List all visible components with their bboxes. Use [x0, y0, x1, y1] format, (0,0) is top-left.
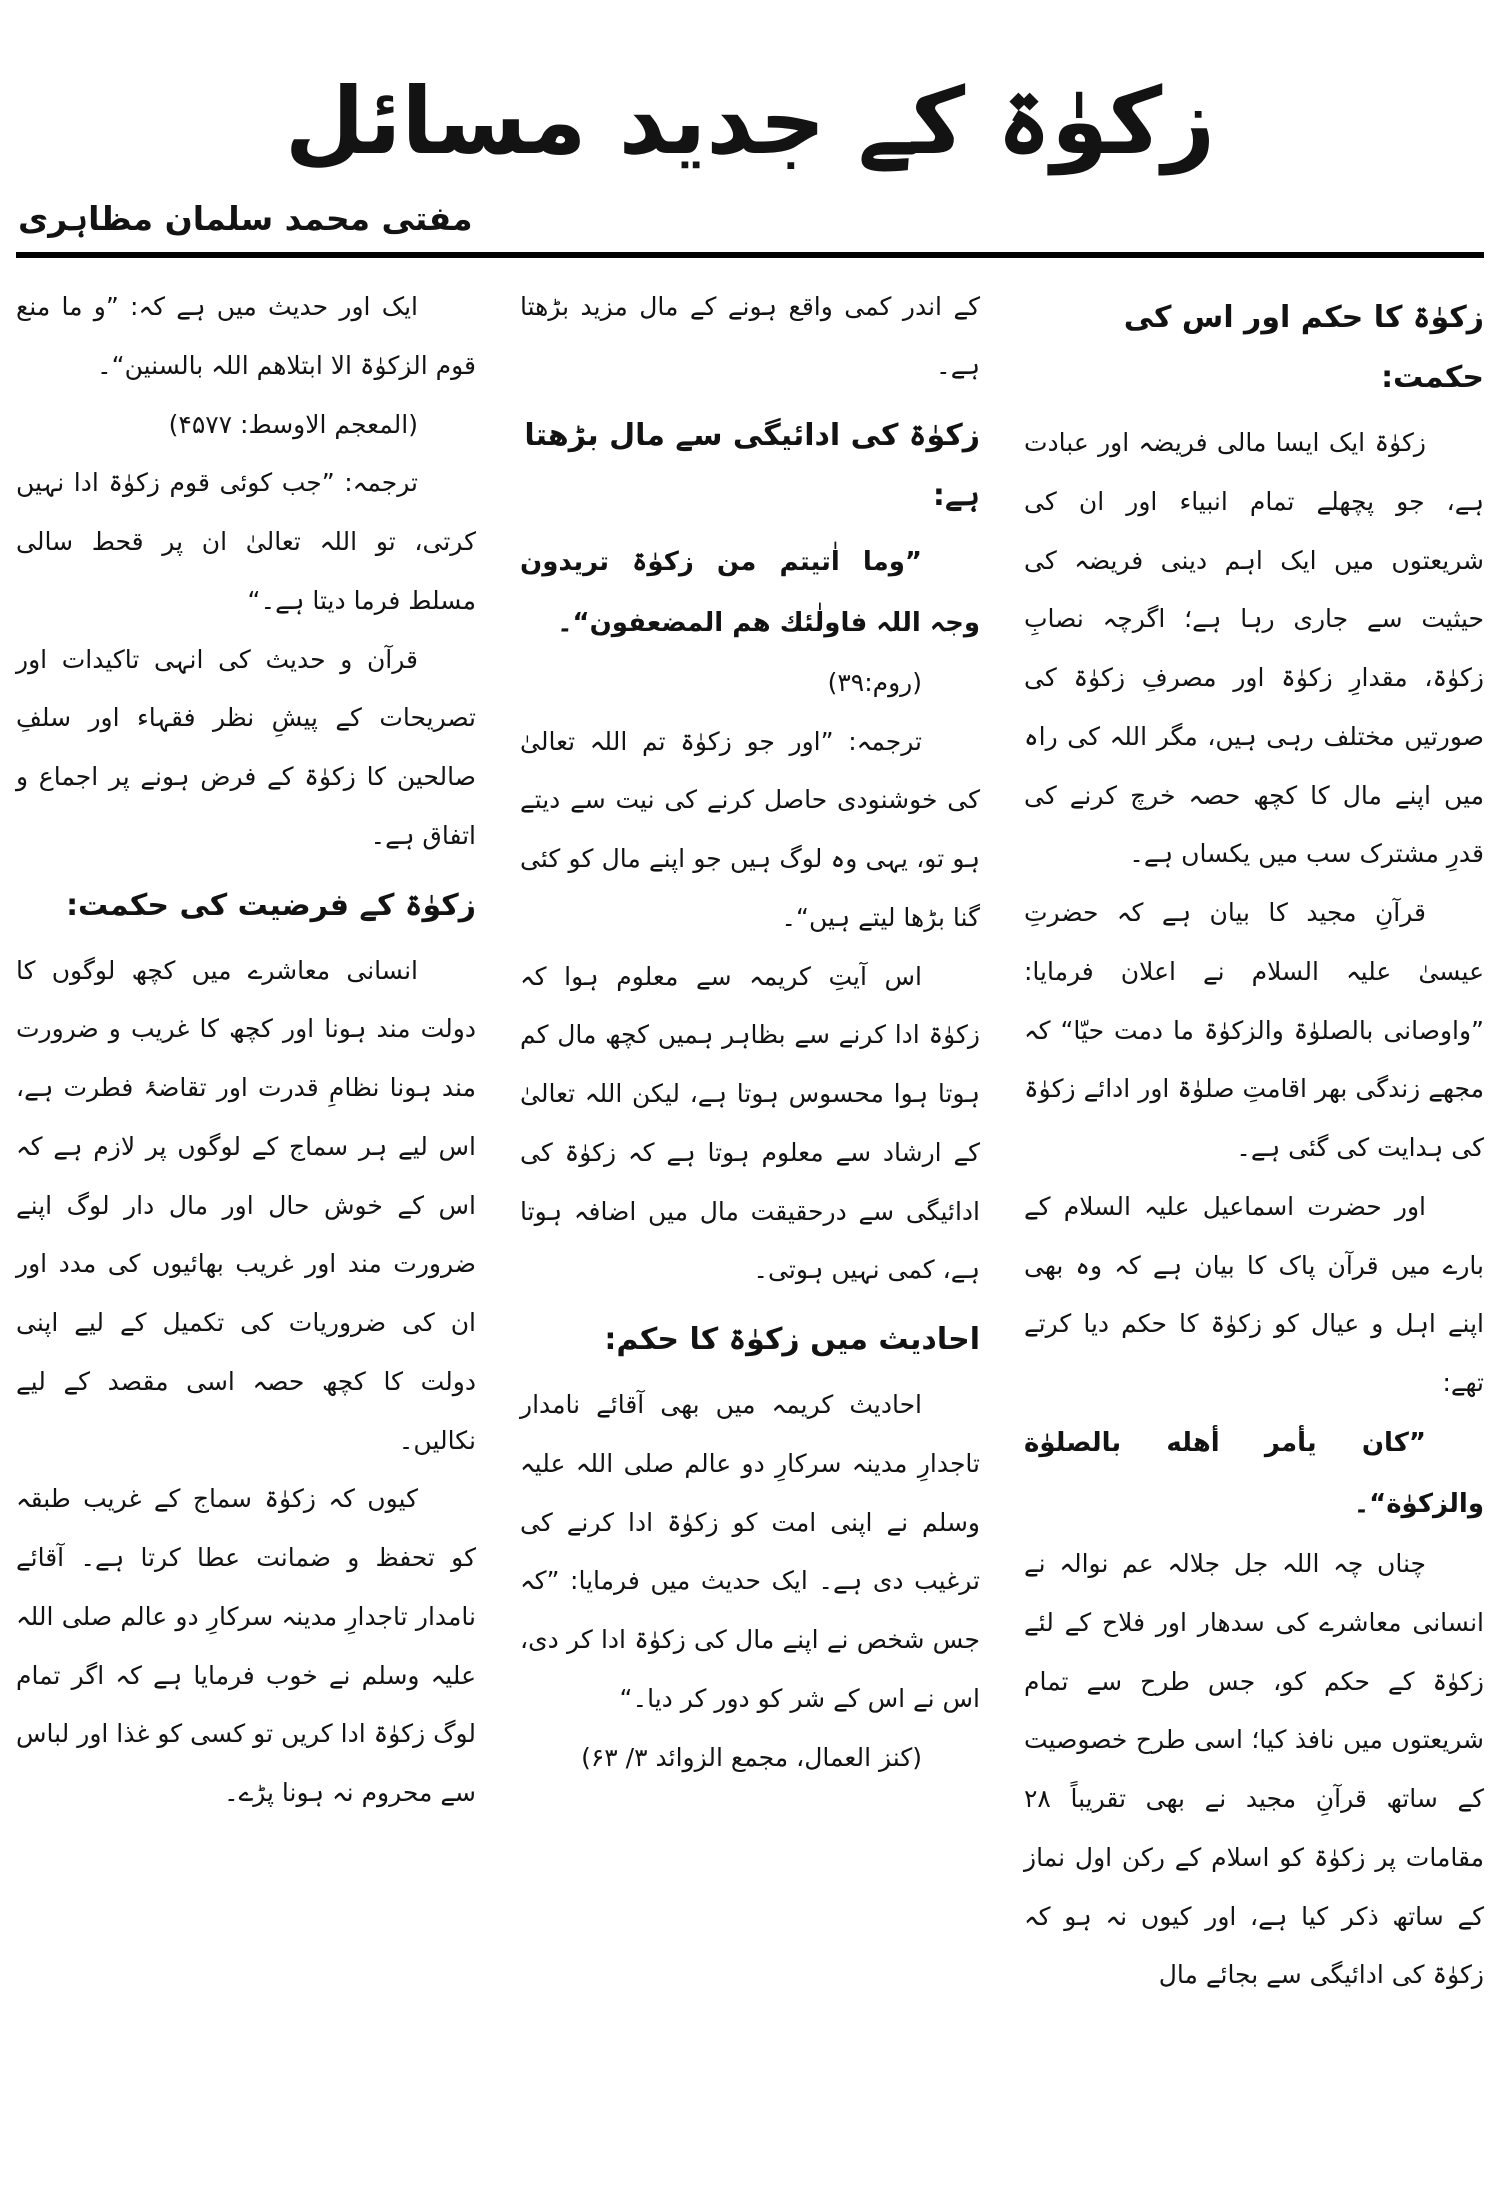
paragraph: اس آیتِ کریمہ سے معلوم ہوا کہ زکوٰۃ ادا کرنے سے بظاہر ہمیں کچھ مال کم ہوتا ہوا محسوس ہوتا ہے، لیکن اللہ تعالیٰ کے ارشاد سے معلوم ہوتا ہے کہ زکوٰۃ کی ادائیگی سے درحقیقت مال میں اضافہ ہوتا ہے، کمی نہیں ہوتی۔ — [520, 961, 980, 1285]
section-heading: زکوٰۃ کی ادائیگی سے مال بڑھتا ہے: — [524, 417, 980, 513]
paragraph: ایک اور حدیث میں ہے کہ: ”و ما منع قوم الزکوٰۃ الا ابتلاهم اللہ بالسنین“۔ — [16, 292, 476, 380]
reference: (المعجم الاوسط: ۴۵۷۷) — [168, 409, 418, 439]
section-heading: زکوٰۃ کا حکم اور اس کی حکمت: — [1123, 300, 1484, 396]
paragraph: احادیث کریمہ میں بھی آقائے نامدار تاجدارِ مدینہ سرکارِ دو عالم صلی اللہ علیہ وسلم نے اپنی امت کو زکوٰۃ ادا کرنے کی ترغیب دی ہے۔ ایک حدیث میں فرمایا: ”کہ جس شخص نے اپنے مال کی زکوٰۃ ادا کر دی، اس نے اس کے شر کو دور کر دیا۔“ — [520, 1390, 980, 1713]
paragraph: کیوں کہ زکوٰۃ سماج کے غریب طبقہ کو تحفظ و ضمانت عطا کرتا ہے۔ آقائے نامدار تاجدارِ مدینہ سرکارِ دو عالم صلی اللہ علیہ وسلم نے خوب فرمایا ہے کہ اگر تمام لوگ زکوٰۃ ادا کریں تو کسی کو غذا اور لباس سے محروم نہ ہونا پڑے۔ — [16, 1484, 476, 1808]
reference: (روم:۳۹) — [827, 667, 922, 697]
masthead — [16, 0, 1484, 195]
column-middle — [520, 278, 980, 1787]
section-heading: زکوٰۃ کے فرضیت کی حکمت: — [66, 887, 476, 923]
section-heading: احادیث میں زکوٰۃ کا حکم: — [604, 1322, 980, 1358]
byline-row — [16, 199, 1484, 252]
paragraph: ترجمہ: ”اور جو زکوٰۃ تم اللہ تعالیٰ کی خوشنودی حاصل کرنے کی نیت سے دیتے ہو تو، یہی وہ لوگ ہیں جو اپنے مال کو کئی گنا بڑھا لیتے ہیں“۔ — [520, 726, 980, 932]
author-name: مفتی محمد سلمان مظاہری — [18, 199, 473, 239]
paragraph: انسانی معاشرے میں کچھ لوگوں کا دولت مند ہونا اور کچھ کا غریب و ضرورت مند ہونا نظامِ قدرت اور تقاضۂ فطرت ہے، اس لیے ہر سماج کے لوگوں پر لازم ہے کہ اس کے خوش حال اور مال دار لوگ اپنے ضرورت مند اور غریب بھائیوں کی مدد اور ان کی ضروریات کی تکمیل کے لیے اپنی دولت کا کچھ حصہ اسی مقصد کے لیے نکالیں۔ — [16, 955, 476, 1455]
paragraph: اور حضرت اسماعیل علیہ السلام کے بارے میں قرآن پاک کا بیان ہے کہ وہ بھی اپنے اہل و عیال کو زکوٰۃ کا حکم دیا کرتے تھے: — [1024, 1191, 1484, 1398]
arabic-quote: ”کان یأمر أهله بالصلوٰة والزکوٰة“۔ — [1024, 1427, 1484, 1520]
arabic-quote: ”وما اٰتیتم من زکوٰۃ تریدون وجہ اللہ فاولٰئك هم المضعفون“۔ — [520, 546, 980, 638]
paragraph: زکوٰۃ ایک ایسا مالی فریضہ اور عبادت ہے، جو پچھلے تمام انبیاء اور ان کی شریعتوں میں ایک اہم دینی فریضہ کی حیثیت سے جاری رہا ہے؛ اگرچہ نصابِ زکوٰۃ، مقدارِ زکوٰۃ اور مصرفِ زکوٰۃ کی صورتیں مختلف رہی ہیں، مگر اللہ کی راہ میں اپنے مال کا کچھ حصہ خرچ کرنے کی قدرِ مشترک سب میں یکساں ہے۔ — [1024, 428, 1484, 869]
page-title: زکوٰۃ کے جدید مسائل — [284, 68, 1216, 175]
article-columns — [16, 258, 1484, 2005]
column-left — [16, 278, 476, 1823]
paragraph: قرآنِ مجید کا بیان ہے کہ حضرتِ عیسیٰ علیہ السلام نے اعلان فرمایا: ”واوصانی بالصلوٰۃ والزکوٰۃ ما دمت حیّا“ کہ مجھے زندگی بھر اقامتِ صلوٰۃ اور ادائے زکوٰۃ کی ہدایت کی گئی ہے۔ — [1024, 898, 1484, 1163]
paragraph: ترجمہ: ”جب کوئی قوم زکوٰۃ ادا نہیں کرتی، تو اللہ تعالیٰ ان پر قحط سالی مسلط فرما دیتا ہے۔“ — [16, 468, 476, 615]
paragraph: قرآن و حدیث کی انہی تاکیدات اور تصریحات کے پیشِ نظر فقہاء اور سلفِ صالحین کا زکوٰۃ کے فرض ہونے پر اجماع و اتفاق ہے۔ — [16, 644, 476, 850]
reference: (کنز العمال، مجمع الزوائد ۳/ ۶۳) — [581, 1742, 922, 1772]
paragraph: چناں چہ اللہ جل جلالہ عم نوالہ نے انسانی معاشرے کی سدھار اور فلاح کے لئے زکوٰۃ کے حکم کو، جس طرح سے تمام شریعتوں میں نافذ کیا؛ اسی طرح خصوصیت کے ساتھ قرآنِ مجید نے بھی تقریباً ۲۸ مقامات پر زکوٰۃ کو اسلام کے رکن اول نماز کے ساتھ ذکر کیا ہے، اور کیوں نہ ہو کہ زکوٰۃ کی ادائیگی سے بجائے مال — [1024, 1549, 1484, 1990]
paragraph-continuation: کے اندر کمی واقع ہونے کے مال مزید بڑھتا ہے۔ — [520, 292, 980, 380]
column-right — [1024, 278, 1484, 2005]
